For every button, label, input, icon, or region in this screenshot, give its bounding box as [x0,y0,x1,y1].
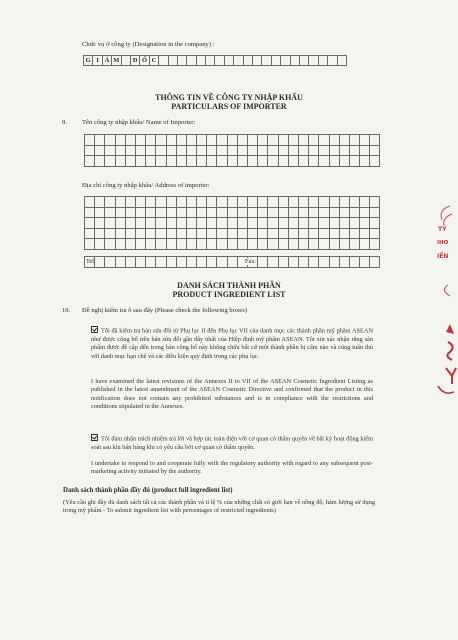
address-char-box[interactable] [217,207,227,218]
name-char-box[interactable] [85,135,95,146]
address-char-box[interactable] [339,218,349,229]
address-char-box[interactable] [309,239,319,250]
address-char-box[interactable] [146,228,156,239]
importer-address-label: Địa chỉ công ty nhập khẩu/ Address of importer: [82,182,210,189]
name-char-box[interactable] [166,145,176,156]
importer-title-en: PARTICULARS OF IMPORTER [171,102,287,111]
address-char-box[interactable] [227,228,237,239]
name-char-box[interactable] [115,145,125,156]
address-char-box[interactable] [85,207,95,218]
address-char-box[interactable] [115,228,125,239]
tel-fax-char-box[interactable] [258,257,268,268]
designation-label: Chức vụ ở công ty (Designation in the company) : [82,41,215,48]
name-char-box[interactable] [95,145,105,156]
designation-letter-box [337,55,347,66]
tel-fax-char-box[interactable] [360,257,370,268]
name-char-box[interactable] [339,145,349,156]
address-char-box[interactable] [268,197,278,208]
name-char-box[interactable] [309,156,319,167]
full-list-title: Danh sách thành phần đầy đủ (product full ingredient list) [63,487,233,494]
tel-fax-char-box[interactable] [166,257,176,268]
seal-text-top: TY [438,226,447,233]
name-char-box[interactable] [217,135,227,146]
address-char-box[interactable] [146,207,156,218]
name-char-box[interactable] [146,145,156,156]
address-char-box[interactable] [156,207,166,218]
name-char-box[interactable] [278,156,288,167]
address-char-box[interactable] [105,239,115,250]
address-char-box[interactable] [329,228,339,239]
address-char-box[interactable] [166,197,176,208]
tel-fax-char-box[interactable] [156,257,166,268]
address-char-box[interactable] [298,239,308,250]
address-char-box[interactable] [258,239,268,250]
address-char-box[interactable] [237,197,247,208]
address-char-box[interactable] [197,207,207,218]
check2-checkbox[interactable] [91,434,98,441]
address-char-box[interactable] [105,228,115,239]
importer-title-vi: THÔNG TIN VỀ CÔNG TY NHẬP KHẨU [155,93,303,102]
tel-fax-char-box[interactable] [319,257,329,268]
address-char-box[interactable] [95,228,105,239]
address-char-box[interactable] [156,228,166,239]
address-char-box[interactable] [95,197,105,208]
tel-fax-char-box[interactable] [125,257,135,268]
address-char-box[interactable] [237,218,247,229]
tel-fax-char-box[interactable] [95,257,105,268]
name-char-box[interactable] [105,145,115,156]
name-char-box[interactable] [125,135,135,146]
name-char-box[interactable] [248,156,258,167]
designation-boxes [84,55,347,66]
ingredient-title-en: PRODUCT INGREDIENT LIST [172,290,286,299]
address-char-box[interactable] [146,239,156,250]
address-char-box[interactable] [248,207,258,218]
designation-letter-box: Đ [130,55,140,66]
address-char-box[interactable] [288,207,298,218]
address-char-box[interactable] [105,197,115,208]
address-char-box[interactable] [207,207,217,218]
address-char-box[interactable] [135,228,145,239]
name-char-box[interactable] [309,145,319,156]
address-char-box[interactable] [186,218,196,229]
address-char-box[interactable] [227,197,237,208]
address-char-box[interactable] [248,197,258,208]
tel-fax-char-box[interactable] [370,257,380,268]
address-char-box[interactable] [329,197,339,208]
address-char-box[interactable] [227,207,237,218]
seal-text-mid: IHO [437,240,449,246]
address-char-box[interactable] [166,207,176,218]
address-char-box[interactable] [207,228,217,239]
address-char-box[interactable] [268,218,278,229]
name-char-box[interactable] [115,156,125,167]
address-char-box[interactable] [217,197,227,208]
name-char-box[interactable] [146,156,156,167]
name-char-box[interactable] [349,135,359,146]
name-char-box[interactable] [258,156,268,167]
name-char-box[interactable] [319,156,329,167]
tel-fax-char-box[interactable] [288,257,298,268]
name-char-box[interactable] [85,145,95,156]
name-char-box[interactable] [135,145,145,156]
name-char-box[interactable] [268,156,278,167]
address-char-box[interactable] [278,228,288,239]
address-char-box[interactable] [207,197,217,208]
address-char-box[interactable] [248,228,258,239]
name-char-box[interactable] [360,135,370,146]
name-char-box[interactable] [227,156,237,167]
address-char-box[interactable] [298,218,308,229]
address-char-box[interactable] [125,197,135,208]
check1-en-text: I have examined the latest revisions of the Annexes II to VII of the ASEAN Cosmetic Ingredient Listing as published in the latest amendment of the ASEAN Cosmetic Directive and confirmed that the product in this notification does not contain any prohibited substances and is in compliance with the restrictions and conditions stipulated in the Annexes. [91,378,373,411]
address-char-box[interactable] [115,197,125,208]
importer-name-label: Tên công ty nhập khẩu/ Name of Importer: [82,119,196,126]
address-char-box[interactable] [176,197,186,208]
name-char-box[interactable] [197,156,207,167]
address-char-box[interactable] [349,239,359,250]
address-char-box[interactable] [329,218,339,229]
address-char-box[interactable] [197,197,207,208]
address-char-box[interactable] [360,207,370,218]
address-char-box[interactable] [370,228,380,239]
address-char-box[interactable] [349,228,359,239]
name-char-box[interactable] [95,156,105,167]
address-char-box[interactable] [258,228,268,239]
name-char-box[interactable] [370,156,380,167]
name-char-box[interactable] [166,135,176,146]
name-char-box[interactable] [186,135,196,146]
name-char-box[interactable] [268,145,278,156]
name-char-box[interactable] [349,156,359,167]
tel-fax-char-box[interactable] [298,257,308,268]
name-char-box[interactable] [298,145,308,156]
address-char-box[interactable] [217,218,227,229]
tel-fax-grid[interactable] [84,256,380,268]
address-char-box[interactable] [360,218,370,229]
tel-fax-char-box[interactable] [278,257,288,268]
seal-text-bottom: IỀN [437,253,449,260]
address-char-box[interactable] [186,239,196,250]
address-char-box[interactable] [288,218,298,229]
name-char-box[interactable] [349,145,359,156]
name-char-box[interactable] [217,156,227,167]
check-request-label: Đề nghị kiểm tra ô sau đây (Please check the following boxes) [82,307,247,314]
tel-fax-char-box[interactable] [227,257,237,268]
address-char-box[interactable] [319,218,329,229]
name-char-box[interactable] [288,145,298,156]
address-char-box[interactable] [360,228,370,239]
address-char-box[interactable] [349,207,359,218]
designation-letter-box: Ố [139,55,149,66]
address-char-box[interactable] [207,218,217,229]
tel-fax-char-box[interactable] [146,257,156,268]
tel-label: Tel: [86,258,96,265]
name-char-box[interactable] [339,135,349,146]
tel-fax-char-box[interactable] [105,257,115,268]
address-char-box[interactable] [309,207,319,218]
name-char-box[interactable] [339,156,349,167]
address-char-box[interactable] [370,239,380,250]
tel-fax-char-box[interactable] [349,257,359,268]
name-char-box[interactable] [197,145,207,156]
fax-label: Fax: [245,258,257,265]
designation-letter-box: Á [102,55,112,66]
tel-fax-char-box[interactable] [135,257,145,268]
name-char-box[interactable] [135,156,145,167]
tel-fax-char-box[interactable] [186,257,196,268]
name-char-box[interactable] [156,135,166,146]
address-char-box[interactable] [288,197,298,208]
address-char-box[interactable] [207,239,217,250]
tel-fax-char-box[interactable] [207,257,217,268]
tel-fax-char-box[interactable] [329,257,339,268]
address-char-box[interactable] [115,218,125,229]
tel-fax-char-box[interactable] [176,257,186,268]
name-char-box[interactable] [298,135,308,146]
address-char-box[interactable] [329,239,339,250]
name-char-box[interactable] [227,145,237,156]
address-char-box[interactable] [197,239,207,250]
name-char-box[interactable] [146,135,156,146]
address-char-box[interactable] [319,239,329,250]
name-char-box[interactable] [176,135,186,146]
name-char-box[interactable] [370,135,380,146]
address-char-box[interactable] [125,207,135,218]
name-char-box[interactable] [268,135,278,146]
address-char-box[interactable] [288,239,298,250]
address-char-box[interactable] [85,218,95,229]
address-char-box[interactable] [166,218,176,229]
address-char-box[interactable] [217,239,227,250]
name-char-box[interactable] [156,145,166,156]
tel-fax-char-box[interactable] [197,257,207,268]
name-char-box[interactable] [248,135,258,146]
name-char-box[interactable] [227,135,237,146]
name-char-box[interactable] [258,145,268,156]
name-char-box[interactable] [85,156,95,167]
address-char-box[interactable] [227,218,237,229]
name-char-box[interactable] [207,135,217,146]
address-char-box[interactable] [278,218,288,229]
address-char-box[interactable] [237,239,247,250]
name-char-box[interactable] [288,135,298,146]
address-char-box[interactable] [95,207,105,218]
name-char-box[interactable] [115,135,125,146]
name-char-box[interactable] [360,145,370,156]
address-char-box[interactable] [85,197,95,208]
address-char-box[interactable] [278,207,288,218]
name-char-box[interactable] [278,135,288,146]
address-char-box[interactable] [146,197,156,208]
name-char-box[interactable] [125,156,135,167]
address-char-box[interactable] [370,207,380,218]
name-char-box[interactable] [258,135,268,146]
address-char-box[interactable] [288,228,298,239]
address-char-box[interactable] [349,197,359,208]
check1-vi-paragraph [91,326,373,361]
address-char-box[interactable] [339,239,349,250]
name-char-box[interactable] [278,145,288,156]
address-char-box[interactable] [105,207,115,218]
address-char-box[interactable] [115,239,125,250]
name-char-box[interactable] [176,145,186,156]
address-char-box[interactable] [258,207,268,218]
address-char-box[interactable] [115,207,125,218]
address-char-box[interactable] [248,239,258,250]
address-char-box[interactable] [227,239,237,250]
address-char-box[interactable] [237,228,247,239]
designation-letter-box: G [83,55,93,66]
check1-vi-text: Tôi đã kiểm tra bản sửa đổi từ Phụ lục II đến Phụ lục VII của danh mục các thành phần mỹ phẩm ASEAN như được công bố trên bản sửa đổi gần đây nhất của Hiệp định mỹ phẩm ASEAN. Tôi xin xác nhận rằng sản phẩm được đề cập đến trong bản công bố này không chứa bất cứ một thành phần bị cấm nào và cũng tuân thủ với danh mục hạn chế và các điều kiện quy định trong các phụ lục. [91,327,373,360]
name-char-box[interactable] [298,156,308,167]
address-char-box[interactable] [360,197,370,208]
address-char-box[interactable] [309,218,319,229]
name-char-box[interactable] [319,135,329,146]
address-char-box[interactable] [370,197,380,208]
address-char-box[interactable] [258,197,268,208]
address-char-box[interactable] [309,197,319,208]
name-char-box[interactable] [186,145,196,156]
address-char-box[interactable] [339,197,349,208]
address-char-box[interactable] [298,228,308,239]
name-char-box[interactable] [166,156,176,167]
address-char-box[interactable] [339,228,349,239]
address-char-box[interactable] [319,207,329,218]
name-char-box[interactable] [360,156,370,167]
name-char-box[interactable] [329,135,339,146]
address-char-box[interactable] [268,239,278,250]
address-char-box[interactable] [298,197,308,208]
check2-vi-text: Tôi đảm nhận trách nhiệm trả lời và hợp tác toàn diện với cơ quan có thẩm quyền về bất kỳ hoạt động kiểm soát sau khi bán hàng khi có yêu cầu bởi cơ quan có thẩm quyền. [91,435,373,451]
address-char-box[interactable] [329,207,339,218]
address-char-box[interactable] [176,207,186,218]
tel-fax-char-box[interactable] [309,257,319,268]
check2-en-text: I undertake to respond to and cooperate fully with the regulatory authority with regard to any subsequent post-marketing activity initiated by the authority. [91,460,373,476]
name-char-box[interactable] [207,156,217,167]
address-char-box[interactable] [166,239,176,250]
address-char-box[interactable] [135,207,145,218]
name-char-box[interactable] [248,145,258,156]
tel-fax-char-box[interactable] [268,257,278,268]
name-char-box[interactable] [125,145,135,156]
name-char-box[interactable] [288,156,298,167]
designation-letter-box: C [149,55,159,66]
address-char-box[interactable] [176,228,186,239]
address-char-box[interactable] [186,197,196,208]
check2-vi-paragraph [91,434,373,452]
address-char-box[interactable] [156,239,166,250]
address-char-box[interactable] [339,207,349,218]
address-char-box[interactable] [186,207,196,218]
designation-letter-box: I [92,55,102,66]
name-char-box[interactable] [95,135,105,146]
address-char-box[interactable] [370,218,380,229]
address-char-box[interactable] [298,207,308,218]
designation-letter-box: M [111,55,121,66]
name-char-box[interactable] [105,156,115,167]
address-char-box[interactable] [217,228,227,239]
address-char-box[interactable] [95,218,105,229]
address-char-box[interactable] [319,228,329,239]
address-char-box[interactable] [156,197,166,208]
address-char-box[interactable] [125,228,135,239]
tel-fax-char-box[interactable] [217,257,227,268]
address-char-box[interactable] [166,228,176,239]
name-char-box[interactable] [237,156,247,167]
name-char-box[interactable] [237,145,247,156]
name-char-box[interactable] [309,135,319,146]
address-char-box[interactable] [197,218,207,229]
name-char-box[interactable] [176,156,186,167]
address-char-box[interactable] [176,218,186,229]
name-char-box[interactable] [135,135,145,146]
name-char-box[interactable] [237,135,247,146]
address-char-box[interactable] [319,197,329,208]
address-char-box[interactable] [309,228,319,239]
address-char-box[interactable] [248,218,258,229]
address-char-box[interactable] [268,228,278,239]
address-char-box[interactable] [105,218,115,229]
address-char-box[interactable] [176,239,186,250]
address-char-box[interactable] [237,207,247,218]
address-char-box[interactable] [135,197,145,208]
address-char-box[interactable] [156,218,166,229]
importer-name-grid[interactable] [84,134,380,167]
importer-address-grid[interactable] [84,196,380,250]
address-char-box[interactable] [258,218,268,229]
address-char-box[interactable] [85,239,95,250]
name-char-box[interactable] [329,145,339,156]
name-char-box[interactable] [156,156,166,167]
address-char-box[interactable] [125,239,135,250]
address-char-box[interactable] [268,207,278,218]
address-char-box[interactable] [186,228,196,239]
address-char-box[interactable] [146,218,156,229]
name-char-box[interactable] [197,135,207,146]
item-number-9: 9. [62,119,67,126]
address-char-box[interactable] [278,197,288,208]
full-list-note: (Yêu cầu ghi đầy đủ danh sách tất cả các thành phần và tỉ lệ % của những chất có giới hạn về nồng độ, hàm lượng sử dụng trong mỹ phẩm - To submit ingredient list with percentages of restricted ingredients) [63,499,375,515]
name-char-box[interactable] [207,145,217,156]
name-char-box[interactable] [319,145,329,156]
item-number-10: 10. [62,307,71,314]
address-char-box[interactable] [85,228,95,239]
address-char-box[interactable] [135,239,145,250]
tel-fax-char-box[interactable] [115,257,125,268]
address-char-box[interactable] [135,218,145,229]
name-char-box[interactable] [329,156,339,167]
address-char-box[interactable] [95,239,105,250]
address-char-box[interactable] [197,228,207,239]
address-char-box[interactable] [349,218,359,229]
address-char-box[interactable] [278,239,288,250]
name-char-box[interactable] [370,145,380,156]
check1-checkbox[interactable] [91,326,98,333]
name-char-box[interactable] [217,145,227,156]
address-char-box[interactable] [125,218,135,229]
name-char-box[interactable] [186,156,196,167]
ingredient-title-vi: DANH SÁCH THÀNH PHẦN [177,281,281,290]
tel-fax-char-box[interactable] [339,257,349,268]
address-char-box[interactable] [360,239,370,250]
name-char-box[interactable] [105,135,115,146]
